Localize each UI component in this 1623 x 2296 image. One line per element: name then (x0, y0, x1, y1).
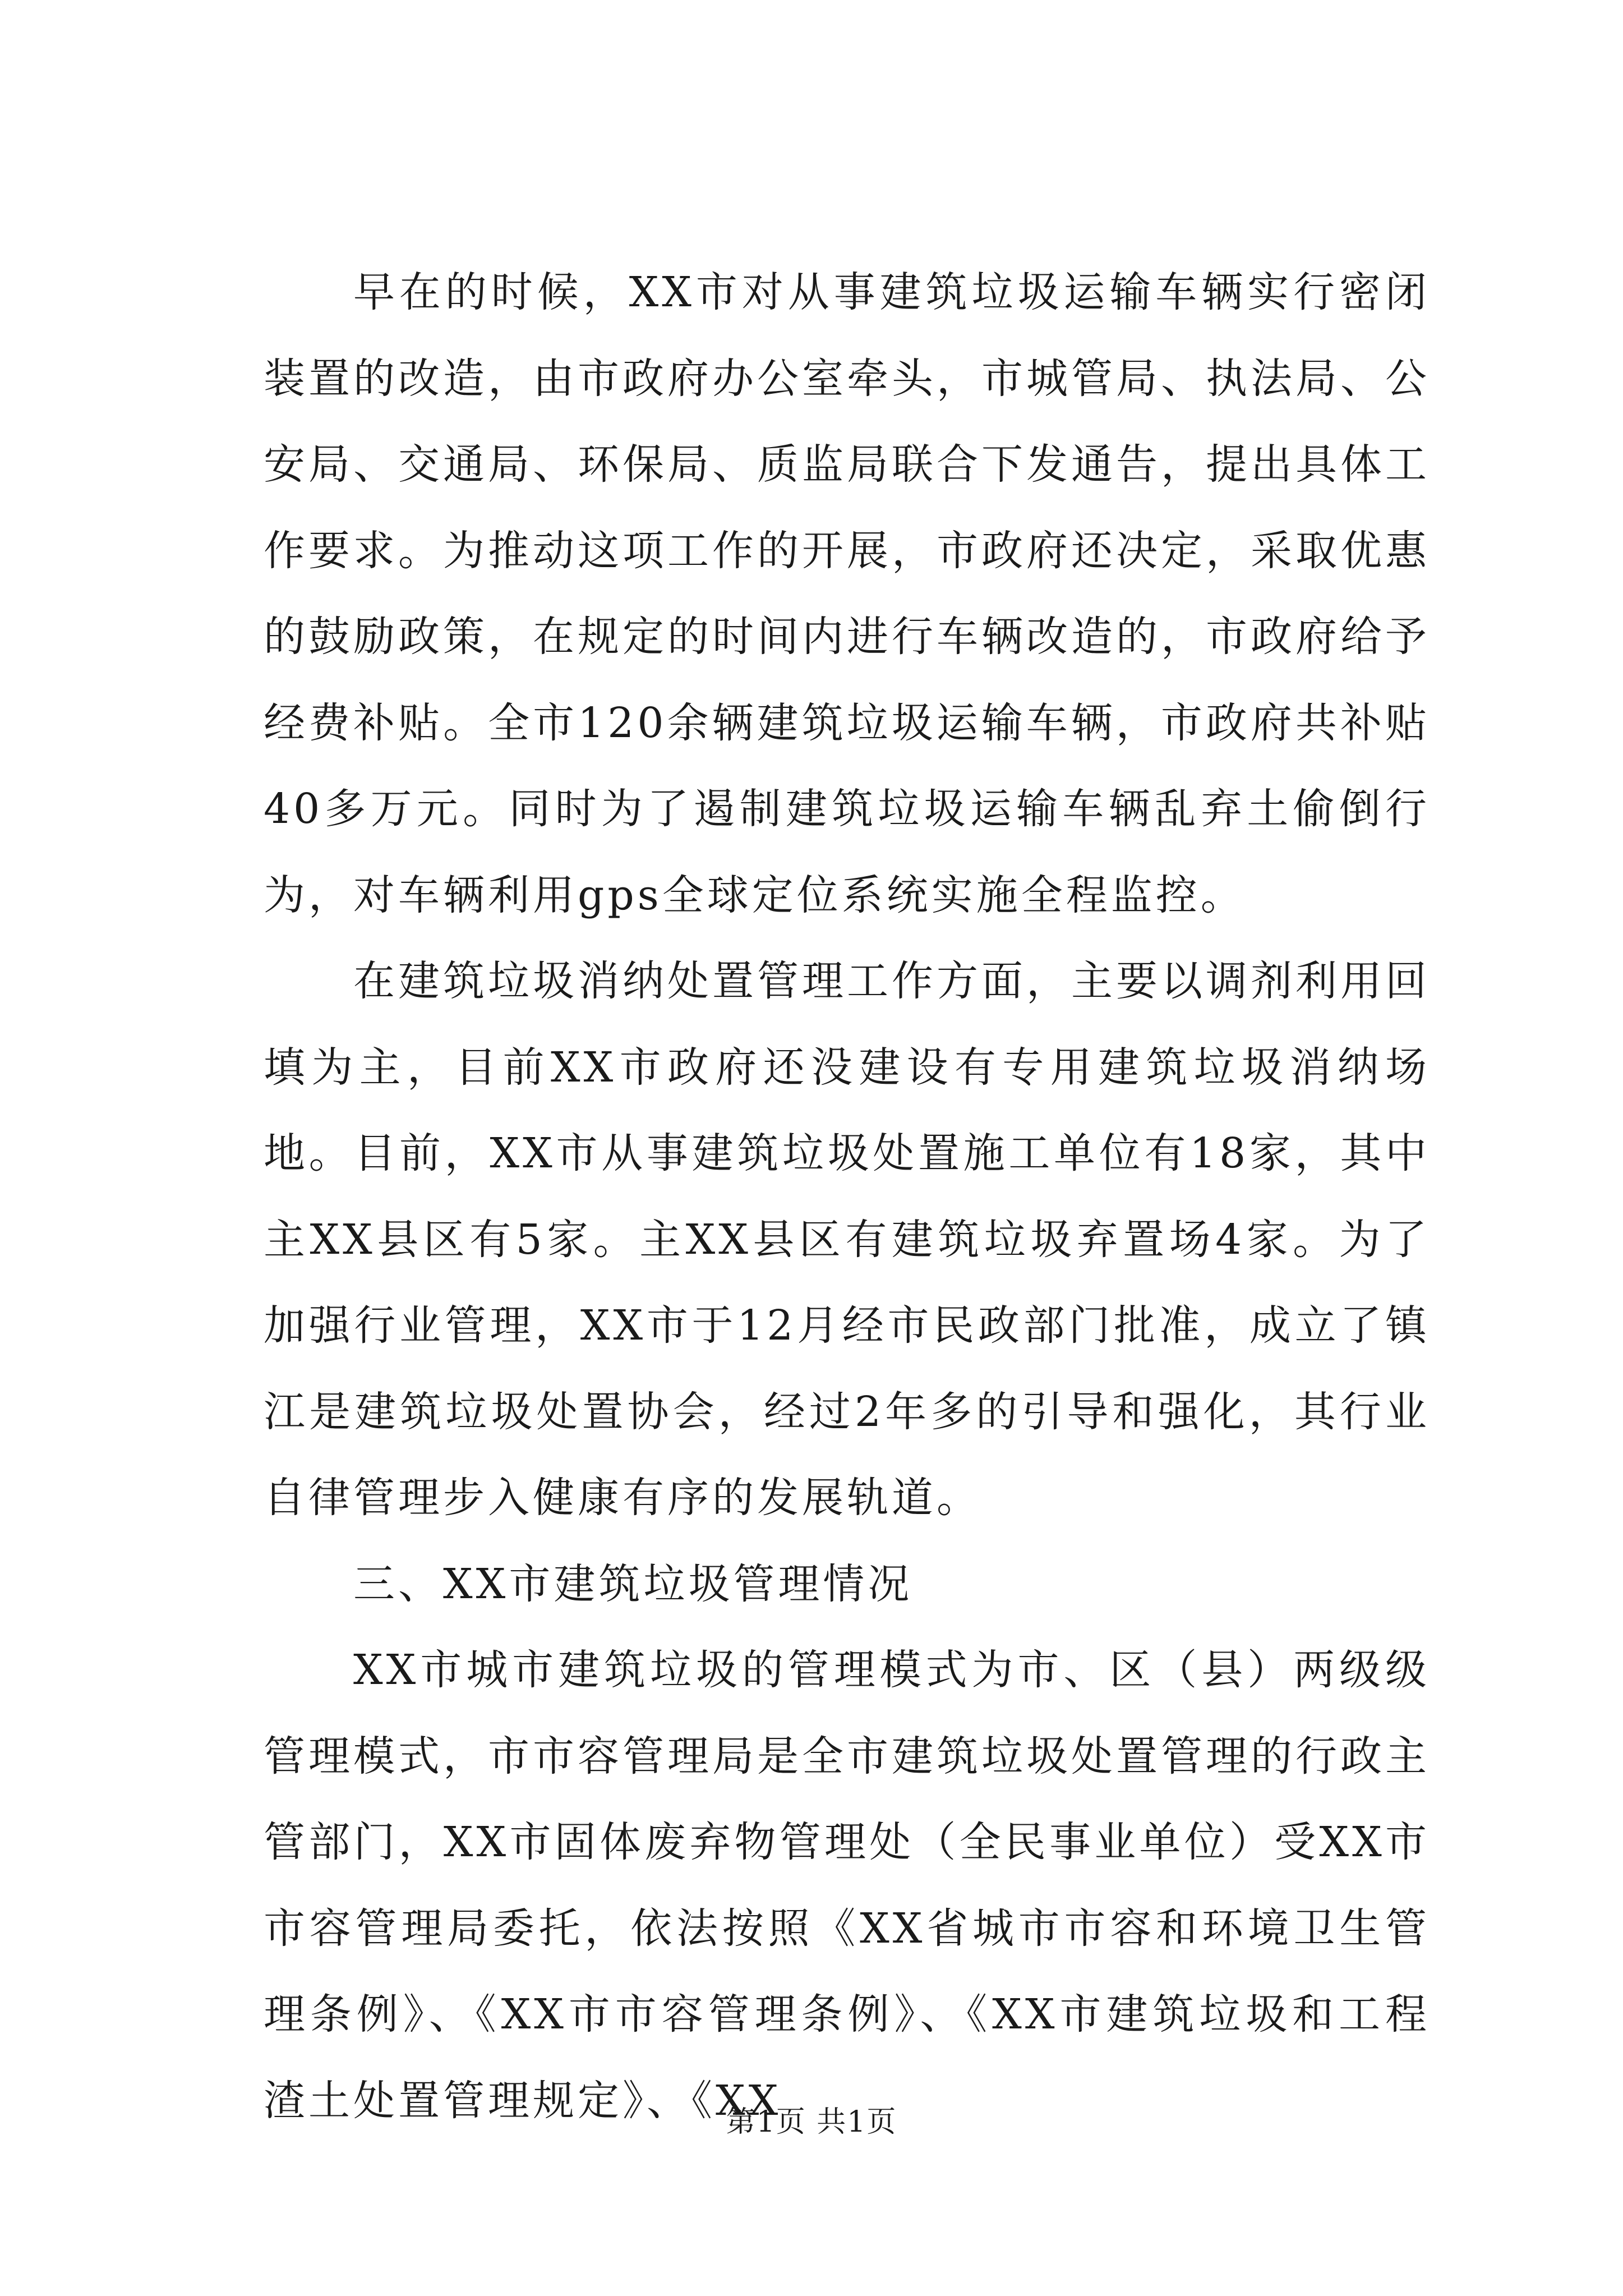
page-number-footer: 第1页 共1页 (726, 2105, 897, 2139)
paragraph-vehicle-retrofit: 早在的时候，XX市对从事建筑垃圾运输车辆实行密闭装置的改造，由市政府办公室牵头，市城管局、执法局、公安局、交通局、环保局、质监局联合下发通告，提出具体工作要求。为推动这项工作的开展，市政府还决定，采取优惠的鼓励政策，在规定的时间内进行车辆改造的，市政府给予经费补贴。全市120余辆建筑垃圾运输车辆，市政府共补贴40多万元。同时为了遏制建筑垃圾运输车辆乱弃土偷倒行为，对车辆利用gps全球定位系统实施全程监控。 (264, 268, 1430, 919)
paragraph-disposal-management: 在建筑垃圾消纳处置管理工作方面，主要以调剂利用回填为主，目前XX市政府还没建设有专用建筑垃圾消纳场地。目前，XX市从事建筑垃圾处置施工单位有18家，其中主XX县区有5家。主XX县区有建筑垃圾弃置场4家。为了加强行业管理，XX市于12月经市民政部门批准，成立了镇江是建筑垃圾处置协会，经过2年多的引导和强化，其行业自律管理步入健康有序的发展轨道。 (264, 957, 1430, 1522)
section-heading: 三、XX市建筑垃圾管理情况 (353, 1559, 913, 1608)
paragraph-management-mode: XX市城市建筑垃圾的管理模式为市、区（县）两级级管理模式，市市容管理局是全市建筑垃圾处置管理的行政主管部门，XX市固体废弃物管理处（全民事业单位）受XX市市容管理局委托，依法按照《XX省城市市容和环境卫生管理条例》、《XX市市容管理条例》、《XX市建筑垃圾和工程渣土处置管理规定》、《XX (264, 1646, 1430, 2125)
document-body (264, 250, 1430, 2144)
